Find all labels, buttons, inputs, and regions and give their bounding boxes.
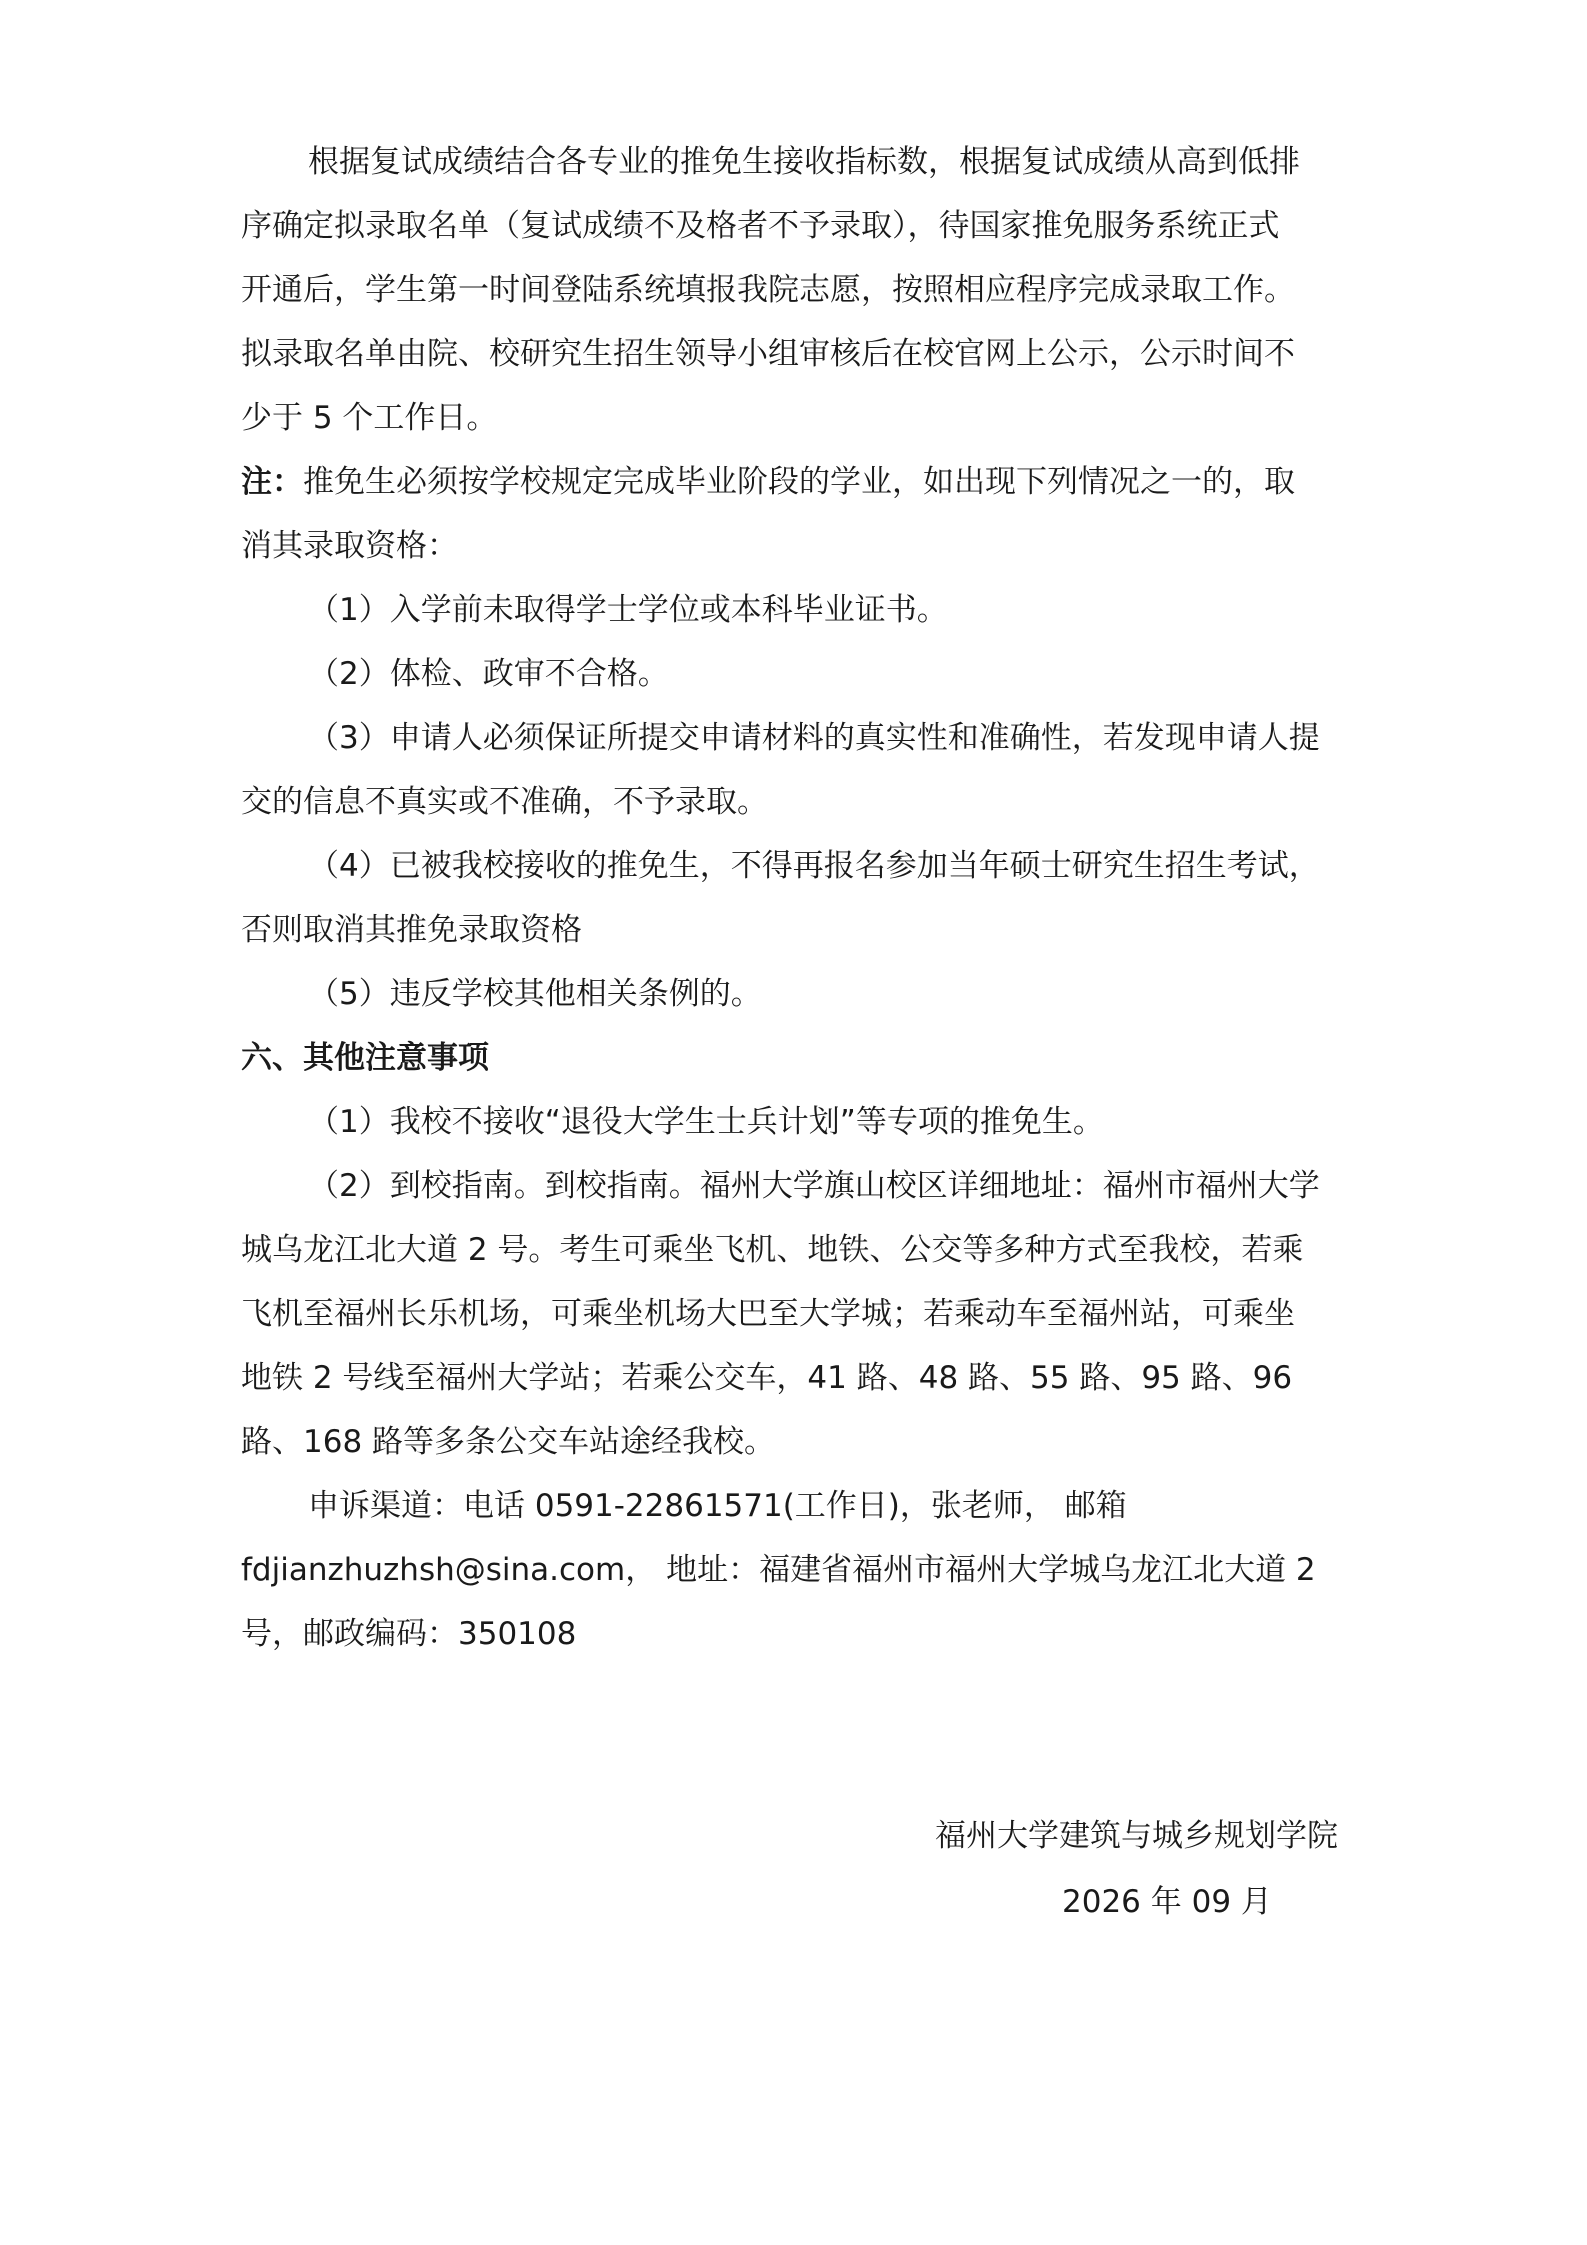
document-body [241, 130, 1356, 1666]
section-six-items [241, 1090, 1356, 1474]
condition-item-1: （1）入学前未取得学士学位或本科毕业证书。 [308, 592, 948, 628]
paragraph-admission [241, 130, 1356, 450]
section-six-item-2-cont: 路、168 路等多条公交车站途经我校。 [241, 1424, 776, 1460]
note-text: 推免生必须按学校规定完成毕业阶段的学业，如出现下列情况之一的，取 [303, 464, 1295, 500]
conditions-list [241, 578, 1356, 1026]
condition-item-3-cont: 交的信息不真实或不准确，不予录取。 [241, 784, 768, 820]
appeal-line: 申诉渠道：电话 0591-22861571(工作日)，张老师， 邮箱 [308, 1488, 1127, 1524]
section-six-item-1: （1）我校不接收“退役大学生士兵计划”等专项的推免生。 [308, 1104, 1104, 1140]
section-six-item-2: （2）到校指南。到校指南。福州大学旗山校区详细地址：福州市福州大学 [308, 1168, 1320, 1204]
text-line: 序确定拟录取名单（复试成绩不及格者不予录取），待国家推免服务系统正式 [241, 208, 1280, 244]
condition-item-3: （3）申请人必须保证所提交申请材料的真实性和准确性，若发现申请人提 [308, 720, 1320, 756]
note-paragraph [241, 450, 1356, 578]
section-six-item-2-cont: 城乌龙江北大道 2 号。考生可乘坐飞机、地铁、公交等多种方式至我校，若乘 [241, 1232, 1304, 1268]
condition-item-5: （5）违反学校其他相关条例的。 [308, 976, 762, 1012]
text-line: 根据复试成绩结合各专业的推免生接收指标数，根据复试成绩从高到低排 [308, 144, 1300, 180]
appeal-line: fdjianzhuzhsh@sina.com， 地址：福建省福州市福州大学城乌龙江北大道 2 [241, 1552, 1316, 1588]
signature-institution: 福州大学建筑与城乡规划学院 [935, 1818, 1338, 1854]
condition-item-4: （4）已被我校接收的推免生，不得再报名参加当年硕士研究生招生考试， [308, 848, 1320, 884]
text-line: 少于 5 个工作日。 [241, 400, 498, 436]
text-line [241, 450, 1356, 514]
section-six-item-2-cont: 飞机至福州长乐机场，可乘坐机场大巴至大学城；若乘动车至福州站，可乘坐 [241, 1296, 1295, 1332]
section-six-heading: 六、其他注意事项 [241, 1040, 489, 1076]
note-label: 注： [241, 464, 303, 500]
text-line: 拟录取名单由院、校研究生招生领导小组审核后在校官网上公示，公示时间不 [241, 336, 1295, 372]
condition-item-2: （2）体检、政审不合格。 [308, 656, 669, 692]
section-six-item-2-cont: 地铁 2 号线至福州大学站；若乘公交车，41 路、48 路、55 路、95 路、96 [241, 1360, 1293, 1396]
text-line: 开通后，学生第一时间登陆系统填报我院志愿，按照相应程序完成录取工作。 [241, 272, 1295, 308]
condition-item-4-cont: 否则取消其推免录取资格 [241, 912, 582, 948]
signature-date: 2026 年 09 月 [1062, 1884, 1272, 1920]
appeal-paragraph [241, 1474, 1356, 1666]
appeal-line: 号，邮政编码：350108 [241, 1616, 577, 1652]
text-line: 消其录取资格： [241, 528, 458, 564]
